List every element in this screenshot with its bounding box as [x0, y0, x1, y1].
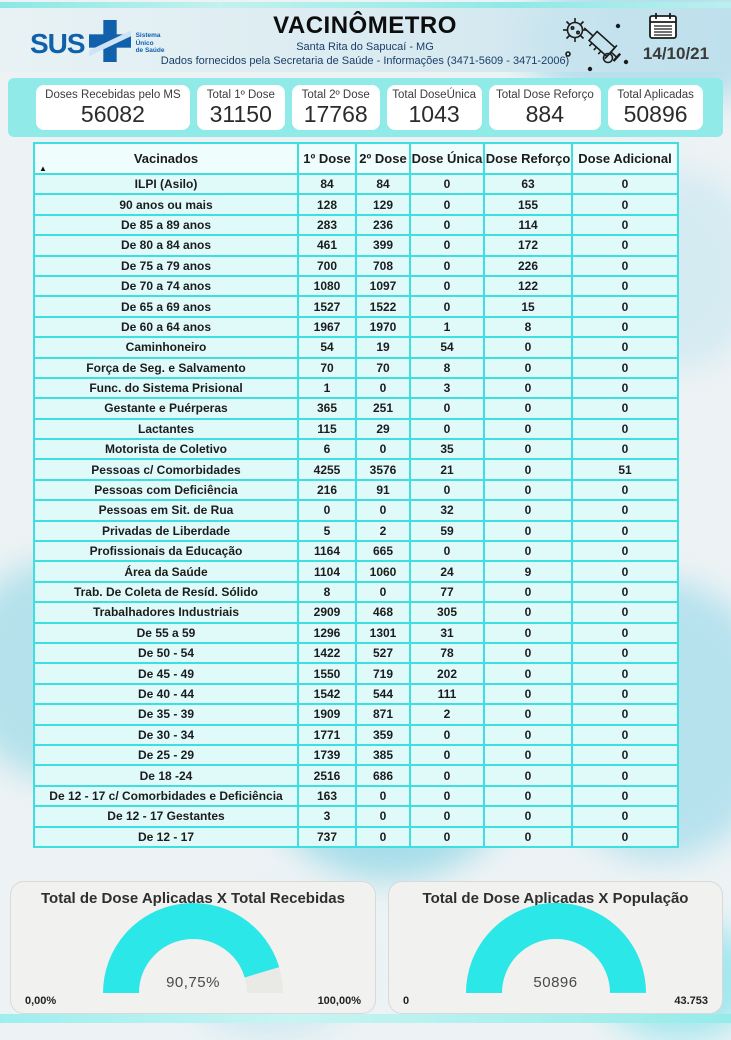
- column-header-dose-3[interactable]: Dose Única: [411, 144, 483, 173]
- gauge-max-label: 100,00%: [317, 995, 361, 1007]
- row-label[interactable]: De 45 - 49: [35, 664, 297, 682]
- row-label[interactable]: Caminhoneiro: [35, 338, 297, 356]
- bottom-accent-bar: [0, 1014, 731, 1023]
- row-value[interactable]: 202: [411, 664, 483, 682]
- row-value[interactable]: 111: [411, 685, 483, 703]
- row-label[interactable]: De 85 a 89 anos: [35, 216, 297, 234]
- row-label[interactable]: De 80 a 84 anos: [35, 236, 297, 254]
- row-label[interactable]: De 40 - 44: [35, 685, 297, 703]
- row-label[interactable]: De 12 - 17: [35, 828, 297, 846]
- row-value[interactable]: 3: [411, 379, 483, 397]
- row-value[interactable]: 0: [573, 236, 677, 254]
- summary-card: [608, 85, 703, 130]
- row-value[interactable]: 1967: [299, 318, 355, 336]
- row-value[interactable]: 6: [299, 440, 355, 458]
- row-value[interactable]: 3576: [357, 460, 409, 478]
- row-value[interactable]: 129: [357, 195, 409, 213]
- summary-card-value: 31150: [209, 101, 272, 127]
- row-value[interactable]: 2: [411, 705, 483, 723]
- row-value[interactable]: 0: [573, 297, 677, 315]
- row-label[interactable]: Pessoas em Sit. de Rua: [35, 501, 297, 519]
- row-value[interactable]: 1060: [357, 562, 409, 580]
- row-value[interactable]: 1550: [299, 664, 355, 682]
- row-value[interactable]: 0: [411, 399, 483, 417]
- row-value[interactable]: 91: [357, 481, 409, 499]
- row-value[interactable]: 0: [411, 236, 483, 254]
- row-label[interactable]: De 75 a 79 anos: [35, 257, 297, 275]
- city-subtitle: Santa Rita do Sapucaí - MG: [296, 41, 434, 53]
- row-value[interactable]: 251: [357, 399, 409, 417]
- row-value[interactable]: 0: [573, 746, 677, 764]
- row-value[interactable]: 0: [573, 481, 677, 499]
- sus-logo-subtitle: [136, 32, 165, 55]
- row-label[interactable]: ILPI (Asilo): [35, 175, 297, 193]
- row-value[interactable]: 0: [573, 501, 677, 519]
- row-value[interactable]: 0: [411, 277, 483, 295]
- sort-ascending-icon[interactable]: ▲: [39, 164, 47, 173]
- row-value[interactable]: 19: [357, 338, 409, 356]
- row-value[interactable]: 0: [411, 787, 483, 805]
- row-value[interactable]: 1527: [299, 297, 355, 315]
- row-value[interactable]: 0: [485, 379, 571, 397]
- row-value[interactable]: 0: [573, 359, 677, 377]
- row-value[interactable]: 0: [411, 297, 483, 315]
- row-value[interactable]: 0: [411, 828, 483, 846]
- row-label[interactable]: De 35 - 39: [35, 705, 297, 723]
- row-value[interactable]: 0: [485, 726, 571, 744]
- row-value[interactable]: 0: [485, 807, 571, 825]
- row-value[interactable]: 1422: [299, 644, 355, 662]
- row-value[interactable]: 665: [357, 542, 409, 560]
- row-value[interactable]: 8: [485, 318, 571, 336]
- row-value[interactable]: 0: [573, 420, 677, 438]
- summary-card-label: Total 2º Dose: [301, 89, 370, 101]
- summary-card-value: 884: [525, 101, 565, 127]
- summary-card: [387, 85, 482, 130]
- row-label[interactable]: Trabalhadores Industriais: [35, 603, 297, 621]
- row-value[interactable]: 0: [411, 481, 483, 499]
- row-label[interactable]: De 25 - 29: [35, 746, 297, 764]
- summary-card: [36, 85, 190, 130]
- row-value[interactable]: 0: [485, 705, 571, 723]
- row-value[interactable]: 1104: [299, 562, 355, 580]
- summary-card-value: 56082: [80, 101, 145, 127]
- row-value[interactable]: 21: [411, 460, 483, 478]
- row-value[interactable]: 0: [573, 685, 677, 703]
- row-value[interactable]: 54: [411, 338, 483, 356]
- summary-card-label: Doses Recebidas pelo MS: [45, 89, 181, 101]
- row-value[interactable]: 0: [485, 644, 571, 662]
- row-label[interactable]: De 12 - 17 c/ Comorbidades e Deficiência: [35, 787, 297, 805]
- summary-card: [489, 85, 602, 130]
- row-value[interactable]: 0: [411, 195, 483, 213]
- gauge-min-label: 0: [403, 995, 410, 1007]
- row-value[interactable]: 0: [485, 685, 571, 703]
- summary-cards: [36, 85, 703, 130]
- row-value[interactable]: 0: [485, 399, 571, 417]
- row-value[interactable]: 0: [573, 644, 677, 662]
- row-value[interactable]: 0: [411, 175, 483, 193]
- row-value[interactable]: 0: [573, 175, 677, 193]
- row-label[interactable]: Func. do Sistema Prisional: [35, 379, 297, 397]
- gauge-value: 90,75%: [166, 974, 220, 991]
- row-label[interactable]: De 18 -24: [35, 766, 297, 784]
- row-value[interactable]: 163: [299, 787, 355, 805]
- row-value[interactable]: 84: [299, 175, 355, 193]
- row-value[interactable]: 8: [411, 359, 483, 377]
- row-value[interactable]: 31: [411, 624, 483, 642]
- row-value[interactable]: 54: [299, 338, 355, 356]
- row-value[interactable]: 172: [485, 236, 571, 254]
- row-value[interactable]: 2909: [299, 603, 355, 621]
- row-value[interactable]: 0: [573, 807, 677, 825]
- row-value[interactable]: 1296: [299, 624, 355, 642]
- row-value[interactable]: 1097: [357, 277, 409, 295]
- row-value[interactable]: 2: [357, 522, 409, 540]
- row-value[interactable]: 1909: [299, 705, 355, 723]
- row-value[interactable]: 0: [573, 562, 677, 580]
- row-value[interactable]: 1164: [299, 542, 355, 560]
- summary-card-label: Total 1º Dose: [206, 89, 275, 101]
- row-value[interactable]: 719: [357, 664, 409, 682]
- row-label[interactable]: Motorista de Coletivo: [35, 440, 297, 458]
- vaccination-table: [33, 142, 679, 848]
- row-value[interactable]: 155: [485, 195, 571, 213]
- row-label[interactable]: De 30 - 34: [35, 726, 297, 744]
- row-value[interactable]: 0: [485, 787, 571, 805]
- summary-card: [197, 85, 285, 130]
- logo-subtitle-line: Único: [135, 39, 154, 47]
- row-value[interactable]: 226: [485, 257, 571, 275]
- row-value[interactable]: 871: [357, 705, 409, 723]
- column-header-dose-4[interactable]: Dose Reforço: [485, 144, 571, 173]
- row-value[interactable]: 365: [299, 399, 355, 417]
- page-title: VACINÔMETRO: [273, 12, 457, 39]
- row-value[interactable]: 0: [573, 787, 677, 805]
- row-value[interactable]: 0: [573, 726, 677, 744]
- row-value[interactable]: 0: [357, 440, 409, 458]
- row-value[interactable]: 1739: [299, 746, 355, 764]
- summary-card-label: Total DoseÚnica: [392, 89, 476, 101]
- row-value[interactable]: 0: [573, 338, 677, 356]
- gauge-value: 50896: [533, 974, 578, 991]
- row-value[interactable]: 708: [357, 257, 409, 275]
- row-value[interactable]: 0: [411, 726, 483, 744]
- row-value[interactable]: 78: [411, 644, 483, 662]
- row-value[interactable]: 0: [573, 624, 677, 642]
- row-label[interactable]: 90 anos ou mais: [35, 195, 297, 213]
- row-value[interactable]: 737: [299, 828, 355, 846]
- row-value[interactable]: 1542: [299, 685, 355, 703]
- row-value[interactable]: 0: [411, 216, 483, 234]
- row-value[interactable]: 70: [299, 359, 355, 377]
- column-header-vacinados[interactable]: Vacinados ▲: [35, 144, 297, 173]
- gauge-title: Total de Dose Aplicadas X Total Recebidas: [41, 890, 345, 907]
- summary-card: [292, 85, 380, 130]
- row-value[interactable]: 0: [573, 542, 677, 560]
- info-line: Dados fornecidos pela Secretaria de Saúde - Informações (3471-5609 - 3471-2006): [160, 55, 570, 67]
- row-value[interactable]: 1: [411, 318, 483, 336]
- row-value[interactable]: 0: [411, 807, 483, 825]
- row-value[interactable]: 0: [573, 828, 677, 846]
- row-value[interactable]: 0: [485, 664, 571, 682]
- row-value[interactable]: 0: [485, 501, 571, 519]
- summary-card-label: Total Dose Reforço: [495, 89, 594, 101]
- sus-logo-text: SUS: [30, 27, 85, 59]
- row-value[interactable]: 0: [357, 787, 409, 805]
- summary-card-value: 17768: [303, 101, 368, 127]
- row-value[interactable]: 399: [357, 236, 409, 254]
- row-label[interactable]: Pessoas com Deficiência: [35, 481, 297, 499]
- row-value[interactable]: 0: [411, 542, 483, 560]
- calendar-icon: [648, 12, 678, 45]
- row-label[interactable]: De 55 a 59: [35, 624, 297, 642]
- row-value[interactable]: 0: [573, 379, 677, 397]
- row-value[interactable]: 0: [573, 705, 677, 723]
- row-value[interactable]: 1771: [299, 726, 355, 744]
- gauge-min-label: 0,00%: [25, 995, 57, 1007]
- row-value[interactable]: 0: [485, 766, 571, 784]
- row-value[interactable]: 0: [573, 318, 677, 336]
- column-header-dose-2[interactable]: 2º Dose: [357, 144, 409, 173]
- row-value[interactable]: 63: [485, 175, 571, 193]
- row-value[interactable]: 24: [411, 562, 483, 580]
- row-value[interactable]: 0: [485, 460, 571, 478]
- row-value[interactable]: 0: [411, 257, 483, 275]
- row-value[interactable]: 0: [357, 807, 409, 825]
- row-value[interactable]: 305: [411, 603, 483, 621]
- row-value[interactable]: 461: [299, 236, 355, 254]
- row-value[interactable]: 3: [299, 807, 355, 825]
- row-value[interactable]: 128: [299, 195, 355, 213]
- row-value[interactable]: 385: [357, 746, 409, 764]
- row-value[interactable]: 0: [485, 440, 571, 458]
- row-label[interactable]: Trab. De Coleta de Resíd. Sólido: [35, 583, 297, 601]
- row-value[interactable]: 84: [357, 175, 409, 193]
- row-value[interactable]: 51: [573, 460, 677, 478]
- row-value[interactable]: 0: [485, 359, 571, 377]
- row-value[interactable]: 0: [411, 420, 483, 438]
- row-value[interactable]: 0: [485, 583, 571, 601]
- row-label[interactable]: De 70 a 74 anos: [35, 277, 297, 295]
- row-value[interactable]: 0: [573, 195, 677, 213]
- row-value[interactable]: 0: [357, 501, 409, 519]
- row-value[interactable]: 29: [357, 420, 409, 438]
- gauge-doses-aplicadas-x-recebidas: [10, 881, 376, 1014]
- row-value[interactable]: 0: [357, 583, 409, 601]
- row-value[interactable]: 1080: [299, 277, 355, 295]
- summary-card-value: 50896: [623, 101, 688, 127]
- row-label[interactable]: Pessoas c/ Comorbidades: [35, 460, 297, 478]
- row-value[interactable]: 0: [299, 501, 355, 519]
- row-value[interactable]: 0: [485, 603, 571, 621]
- row-value[interactable]: 0: [485, 828, 571, 846]
- top-accent-bar: [0, 2, 731, 8]
- row-value[interactable]: 0: [573, 583, 677, 601]
- row-value[interactable]: 8: [299, 583, 355, 601]
- row-value[interactable]: 0: [485, 420, 571, 438]
- row-value[interactable]: 114: [485, 216, 571, 234]
- row-value[interactable]: 0: [573, 216, 677, 234]
- gauge-title: Total de Dose Aplicadas X População: [422, 890, 689, 907]
- row-value[interactable]: 0: [411, 766, 483, 784]
- row-value[interactable]: 15: [485, 297, 571, 315]
- row-label[interactable]: Área da Saúde: [35, 562, 297, 580]
- row-value[interactable]: 0: [573, 603, 677, 621]
- row-value[interactable]: 686: [357, 766, 409, 784]
- sus-logo: [30, 20, 164, 67]
- row-value[interactable]: 0: [573, 399, 677, 417]
- row-value[interactable]: 4255: [299, 460, 355, 478]
- row-value[interactable]: 236: [357, 216, 409, 234]
- row-value[interactable]: 0: [573, 522, 677, 540]
- row-value[interactable]: 544: [357, 685, 409, 703]
- row-value[interactable]: 0: [573, 440, 677, 458]
- row-label[interactable]: Lactantes: [35, 420, 297, 438]
- row-value[interactable]: 115: [299, 420, 355, 438]
- row-value[interactable]: 468: [357, 603, 409, 621]
- row-value[interactable]: 0: [573, 664, 677, 682]
- row-value[interactable]: 0: [357, 828, 409, 846]
- row-value[interactable]: 359: [357, 726, 409, 744]
- row-value[interactable]: 0: [485, 624, 571, 642]
- row-value[interactable]: 1522: [357, 297, 409, 315]
- row-value[interactable]: 0: [485, 338, 571, 356]
- gauge-max-label: 43.753: [674, 995, 708, 1007]
- summary-card-value: 1043: [408, 101, 460, 127]
- row-value[interactable]: 0: [357, 379, 409, 397]
- row-value[interactable]: 700: [299, 257, 355, 275]
- row-value[interactable]: 32: [411, 501, 483, 519]
- row-label[interactable]: Privadas de Liberdade: [35, 522, 297, 540]
- logo-subtitle-line: de Saúde: [135, 47, 165, 55]
- row-label[interactable]: De 50 - 54: [35, 644, 297, 662]
- logo-subtitle-line: Sistema: [135, 32, 161, 40]
- row-value[interactable]: 0: [485, 542, 571, 560]
- row-value[interactable]: 122: [485, 277, 571, 295]
- column-header-dose-1[interactable]: 1º Dose: [299, 144, 355, 173]
- row-label[interactable]: Força de Seg. e Salvamento: [35, 359, 297, 377]
- report-date: 14/10/21: [642, 44, 710, 63]
- row-label[interactable]: Gestante e Puérperas: [35, 399, 297, 417]
- row-value[interactable]: 1301: [357, 624, 409, 642]
- row-value[interactable]: 0: [573, 257, 677, 275]
- row-value[interactable]: 9: [485, 562, 571, 580]
- row-value[interactable]: 0: [485, 746, 571, 764]
- row-value[interactable]: 0: [573, 277, 677, 295]
- row-value[interactable]: 0: [411, 746, 483, 764]
- row-value[interactable]: 5: [299, 522, 355, 540]
- row-label[interactable]: De 12 - 17 Gestantes: [35, 807, 297, 825]
- row-value[interactable]: 77: [411, 583, 483, 601]
- summary-card-label: Total Aplicadas: [617, 89, 694, 101]
- row-label[interactable]: Profissionais da Educação: [35, 542, 297, 560]
- column-header-dose-5[interactable]: Dose Adicional: [573, 144, 677, 173]
- row-value[interactable]: 283: [299, 216, 355, 234]
- row-value[interactable]: 70: [357, 359, 409, 377]
- row-value[interactable]: 59: [411, 522, 483, 540]
- gauge-doses-aplicadas-x-populacao: [388, 881, 723, 1014]
- header: [0, 6, 731, 72]
- row-value[interactable]: 35: [411, 440, 483, 458]
- sus-cross-icon: [89, 20, 131, 67]
- row-value[interactable]: 1: [299, 379, 355, 397]
- row-value[interactable]: 1970: [357, 318, 409, 336]
- row-value[interactable]: 2516: [299, 766, 355, 784]
- virus-syringe-icon: [560, 14, 636, 81]
- row-value[interactable]: 0: [485, 522, 571, 540]
- row-label[interactable]: De 65 a 69 anos: [35, 297, 297, 315]
- row-value[interactable]: 527: [357, 644, 409, 662]
- row-value[interactable]: 0: [485, 481, 571, 499]
- title-block: [130, 12, 600, 67]
- summary-strip: [8, 78, 723, 137]
- row-label[interactable]: De 60 a 64 anos: [35, 318, 297, 336]
- row-value[interactable]: 0: [573, 766, 677, 784]
- row-value[interactable]: 216: [299, 481, 355, 499]
